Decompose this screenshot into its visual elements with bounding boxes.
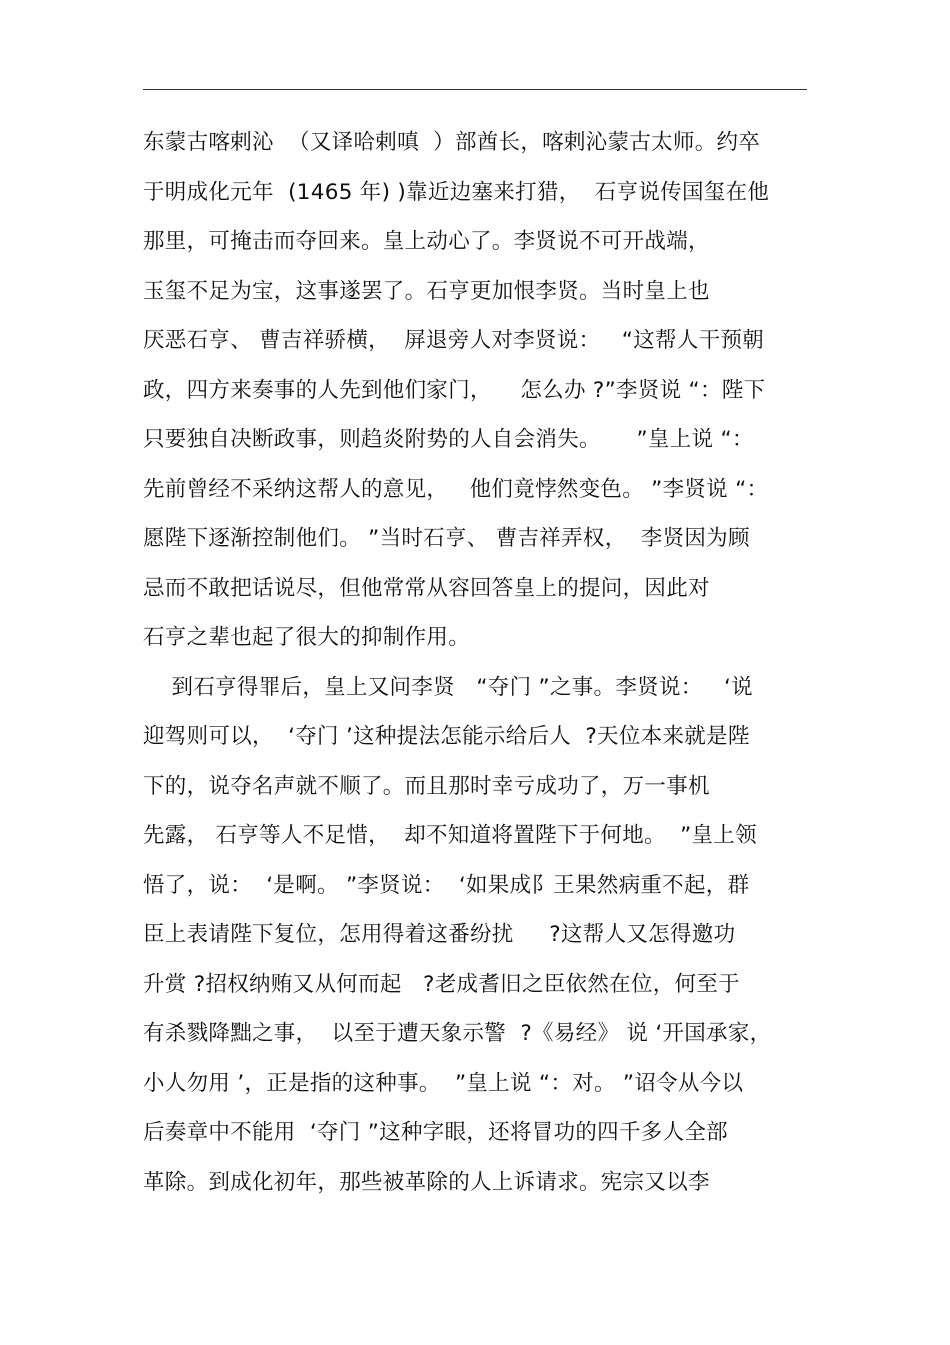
text-line: 后奏章中不能用 ‘夺门 ”这种字眼，还将冒功的四千多人全部 xyxy=(143,1120,728,1145)
text-line: 先前曾经不采纳这帮人的意见， 他们竟悖然变色。 ”李贤说 “： xyxy=(143,476,769,502)
text-line: 忌而不敢把话说尽，但他常常从容回答皇上的提问，因此对 xyxy=(143,575,710,601)
text-line: 东蒙古喀剌沁 （又译哈剌嗔 ）部酋长，喀剌沁蒙古太师。约卒 xyxy=(143,130,761,155)
text-line: 有杀戮降黜之事， 以至于遭天象示警 ?《易经》 说 ‘开国承家， xyxy=(143,1021,772,1046)
header-rule xyxy=(143,89,807,90)
text-line: 愿陛下逐渐控制他们。 ”当时石亨、 曹吉祥弄权， 李贤因为顾 xyxy=(143,526,750,551)
text-line: 臣上表请陛下复位，怎用得着这番纷扰 ?这帮人又怎得邀功 xyxy=(143,922,736,947)
text-line: 革除。到成化初年，那些被革除的人上诉请求。宪宗又以李 xyxy=(143,1169,710,1195)
text-line: 到石亨得罪后，皇上又问李贤 “夺门 ”之事。李贤说： ‘说 xyxy=(143,674,753,700)
text-line: 先露， 石亨等人不足惜， 却不知道将置陛下于何地。 ”皇上领 xyxy=(143,823,757,848)
text-line: 那里，可掩击而夺回来。皇上动心了。李贤说不可开战端， xyxy=(143,229,710,254)
document-body xyxy=(143,118,813,1207)
text-line: 石亨之辈也起了很大的抑制作用。 xyxy=(143,625,471,650)
text-line: 只要独自决断政事，则趋炎附势的人自会消失。 ”皇上说 “： xyxy=(143,427,754,452)
text-line: 政，四方来奏事的人先到他们家门， 怎么办 ?”李贤说 “：陛下 xyxy=(143,377,766,403)
text-line: 迎驾则可以， ‘夺门 ’这种提法怎能示给后人 ?天位本来就是陛 xyxy=(143,724,750,749)
text-line: 于明成化元年 (1465 年) )靠近边塞来打猎， 石亨说传国玺在他 xyxy=(143,179,770,205)
text-line: 悟了，说： ‘是啊。 ”李贤说： ‘如果成阝王果然病重不起，群 xyxy=(143,872,750,898)
text-line: 玉玺不足为宝，这事遂罢了。石亨更加恨李贤。当时皇上也 xyxy=(143,278,710,304)
text-line: 升赏 ?招权纳贿又从何而起 ?老成耆旧之臣依然在位，何至于 xyxy=(143,971,740,997)
text-line: 厌恶石亨、 曹吉祥骄横， 屏退旁人对李贤说： “这帮人干预朝 xyxy=(143,328,765,353)
text-line: 小人勿用 ’，正是指的这种事。 ”皇上说 “：对。 ”诏令从今以 xyxy=(143,1070,744,1096)
text-line: 下的，说夺名声就不顺了。而且那时幸亏成功了，万一事机 xyxy=(143,773,710,799)
